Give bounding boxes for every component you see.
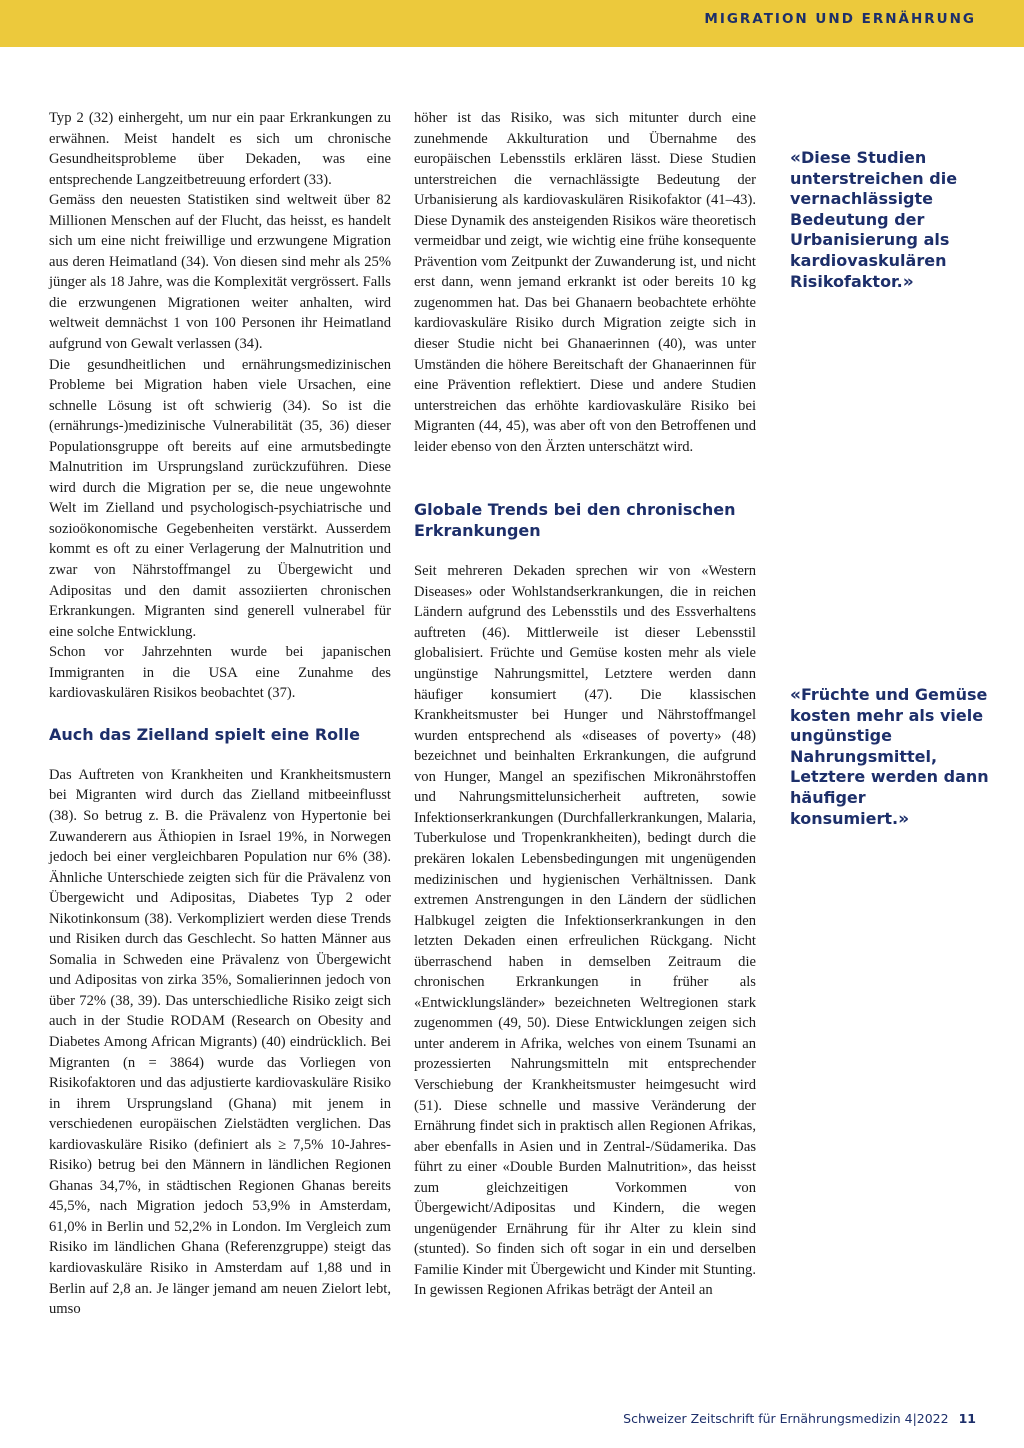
journal-name: Schweizer Zeitschrift für Ernährungsmedizin 4|2022 (623, 1411, 949, 1426)
paragraph: Typ 2 (32) einhergeht, um nur ein paar Erkrankungen zu erwähnen. Meist handelt es sich um chronische Gesundheitsprobleme über Dekaden, was eine entsprechende Langzeitbetreuung erfordert (33). (49, 110, 391, 188)
paragraph: Seit mehreren Dekaden sprechen wir von «Western Diseases» oder Wohlstandserkrankungen, die in reichen Ländern aufgrund des Lebensstils und des Essverhaltens auftreten (46). Mittlerweile ist dieser Lebensstil globalisiert. Früchte und Gemüse kosten mehr als viele ungünstige Nahrungsmittel, Letztere werden dann häufiger konsumiert (47). Die klassischen Krankheitsmuster bei Hunger und Nährstoffmangel wurden entsprechend als «diseases of poverty» (48) bezeichnet und beinhalten Erkrankungen, die aufgrund von Hunger, Mangel an spezifischen Mikronährstoffen und Nahrungsmittelunsicherheit auftreten, sowie Infektionserkrankungen (Durchfallerkrankungen, Malaria, Tuberkulose und Tropenkrankheiten), bedingt durch die prekären lokalen Lebensbedingungen mit ungenügenden medizinischen und hygienischen Verhältnissen. Dank extremen Anstrengungen in den Ländern der südlichen Halbkugel zeigten die Infektionserkrankungen in den letzten Dekaden einen erfreulichen Rückgang. Nicht überraschend haben in demselben Zeitraum die chronischen Erkrankungen in früher als «Entwicklungsländer» bezeichneten Weltregionen stark zugenommen (49, 50). Diese Entwicklungen zeigen sich unter anderem in Afrika, welches von einem Tsunami an prozessierten Nahrungsmitteln mit entsprechender Verschiebung der Krankheitsmuster heimgesucht wird (51). Diese schnelle und massive Veränderung der Ernährung findet sich in praktisch allen Regionen Afrikas, aber ebenfalls in Asien und in Zentral-/Südamerika. Das führt zu einer «Double Burden Malnutrition», das heisst zum gleichzeitigen Vorkommen von Übergewicht/Adipositas und Kindern, die wegen ungenügender Ernährung für ihr Alter zu klein sind (stunted). So finden sich oft sogar in ein und derselben Familie Kinder mit Übergewicht und Kinder mit Stunting. In gewissen Regionen Afrikas beträgt der Anteil an (414, 563, 756, 1299)
paragraph: Schon vor Jahrzehnten wurde bei japanischen Immigranten in die USA eine Zunahme des kardiovaskulären Risikos beobachtet (37). (49, 644, 391, 702)
pull-quote (790, 148, 990, 292)
paragraph: Die gesundheitlichen und ernährungsmedizinischen Probleme bei Migration haben viele Ursachen, eine schnelle Lösung ist oft schwierig (34). So ist die (ernährungs-)medizinische Vulnerabilität (35, 36) dieser Populationsgruppe oft bereits auf eine armutsbedingte Malnutrition im Ursprungsland zurückzuführen. Diese wird durch die Migration per se, die neue ungewohnte Welt im Zielland und psychologisch-psychiatrische und sozioökonomische Gegebenheiten verstärkt. Ausserdem kommt es oft zu einer Verlagerung der Malnutrition und zwar von Nährstoffmangel zu Übergewicht und Adipositas und den damit assoziierten chronischen Erkrankungen. Migranten sind generell vulnerabel für eine solche Entwicklung. (49, 356, 391, 640)
section-heading: Globale Trends bei den chronischen Erkrankungen (414, 500, 736, 541)
header-bar (0, 0, 1024, 47)
page-number: 11 (958, 1411, 976, 1426)
open-quote-mark: « (790, 685, 801, 705)
open-quote-mark: « (790, 148, 801, 168)
section-label: MIGRATION UND ERNÄHRUNG (704, 11, 976, 27)
section-heading: Auch das Zielland spielt eine Rolle (49, 724, 360, 744)
middle-column (414, 108, 756, 1301)
footer (623, 1411, 976, 1426)
paragraph: Gemäss den neuesten Statistiken sind weltweit über 82 Millionen Menschen auf der Flucht, das heisst, es handelt sich um eine nicht freiwillige und erzwungene Migration aus deren Heimatland (34). Von diesen sind mehr als 25% jünger als 18 Jahre, was die Komplexität vergrössert. Falls die erzwungenen Migrationen weiter anhalten, wird weltweit demnächst 1 von 100 Personen ihr Heimatland aufgrund von Gewalt verlassen (34). (49, 192, 391, 353)
left-column (49, 108, 391, 1320)
close-quote-mark: » (898, 808, 910, 829)
pull-quote-text: Diese Studien unterstreichen die vernachlässigte Bedeutung der Urbanisierung als kardiovaskulären Risikofaktor. (790, 148, 958, 291)
pull-quote-text: Früchte und Gemüse kosten mehr als viele ungünstige Nahrungsmittel, Letztere werden dann häufiger konsumiert. (790, 685, 989, 828)
pull-quote (790, 685, 990, 829)
paragraph: Das Auftreten von Krankheiten und Krankheitsmustern bei Migranten wird durch das Zielland mitbeeinflusst (38). So betrug z. B. die Prävalenz von Hypertonie bei Zuwanderern aus Äthiopien in Israel 19%, in Norwegen jedoch bei einer vergleichbaren Population nur 6% (38). Ähnliche Unterschiede zeigten sich für die Prävalenz von Übergewicht und Adipositas, Diabetes Typ 2 oder Nikotinkonsum (38). Verkompliziert werden diese Trends und Risiken durch das Geschlecht. So hatten Männer aus Somalia in Schweden eine Prävalenz von Übergewicht und Adipositas von zirka 35%, Somalierinnen jedoch von über 72% (38, 39). Das unterschiedliche Risiko zeigt sich auch in der Studie RODAM (Research on Obesity and Diabetes Among African Migrants) (40) eindrücklich. Bei Migranten (n = 3864) wurde das Vorliegen von Risikofaktoren und das adjustierte kardiovaskuläre Risiko in ihrem Ursprungsland (Ghana) mit jenem in verschiedenen europäischen Zielstädten verglichen. Das kardiovaskuläre Risiko (definiert als ≥ 7,5% 10-Jahres-Risiko) betrug bei den Männern in ländlichen Regionen Ghanas 34,7%, in städtischen Regionen Ghanas bereits 45,5%, nach Migration jedoch 53,9% in Amsterdam, 61,0% in Berlin und 52,2% in London. Im Vergleich zum Risiko im ländlichen Ghana (Referenzgruppe) steigt das kardiovaskuläre Risiko in Amsterdam auf 1,88 und in Berlin auf 2,8 an. Je länger jemand am neuen Zielort lebt, umso (49, 766, 391, 1318)
paragraph: höher ist das Risiko, was sich mitunter durch eine zunehmende Akkulturation und Übernahme des europäischen Lebensstils erklären lässt. Diese Studien unterstreichen die vernachlässigte Bedeutung der Urbanisierung als kardiovaskulären Risikofaktor (41–43). Diese Dynamik des ansteigenden Risikos wäre theoretisch vermeidbar und zeigt, wie wichtig eine frühe konsequente Prävention vom Zeitpunkt der Zuwanderung ist, und nicht erst dann, wenn jemand erkrankt ist oder bereits 10 kg zugenommen hat. Das bei Ghanaern beobachtete erhöhte kardiovaskuläre Risiko durch Migration zeigte sich in dieser Studie nicht bei Ghanaerinnen (40), was unter Umständen die höhere Bereitschaft der Ghanaerinnen für eine Prävention reflektiert. Diese und andere Studien unterstreichen das erhöhte kardiovaskuläre Risiko bei Migranten (44, 45), was aber oft von den Betroffenen und leider ebenso von den Ärzten unterschätzt wird. (414, 110, 756, 455)
close-quote-mark: » (902, 271, 914, 292)
